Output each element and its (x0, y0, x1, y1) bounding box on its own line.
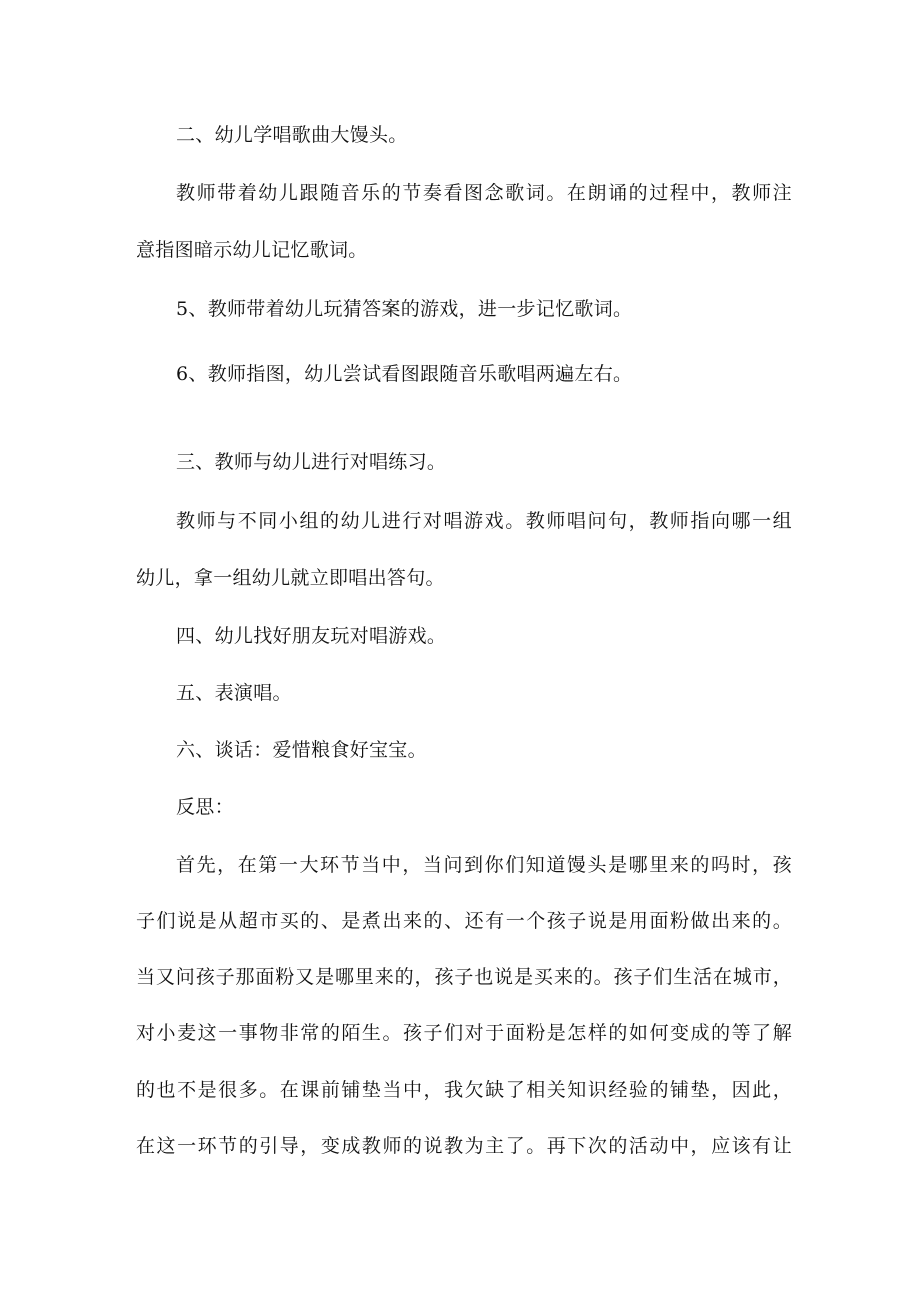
paragraph-line: 当又问孩子那面粉又是哪里来的，孩子也说是买来的。孩子们生活在城市， (136, 966, 792, 988)
reflection-heading: 反思： (176, 796, 234, 818)
section-heading-learn-song: 二、幼儿学唱歌曲大馒头。 (176, 124, 408, 146)
section-heading-duet-practice: 三、教师与幼儿进行对唱练习。 (176, 451, 447, 473)
step-item-5: 5、教师带着幼儿玩猜答案的游戏，进一步记忆歌词。 (176, 298, 633, 320)
paragraph-line: 意指图暗示幼儿记忆歌词。 (136, 239, 368, 261)
paragraph-line: 的也不是很多。在课前铺垫当中，我欠缺了相关知识经验的铺垫，因此， (136, 1079, 792, 1101)
paragraph-line: 子们说是从超市买的、是煮出来的、还有一个孩子说是用面粉做出来的。 (136, 910, 792, 932)
step-item-6: 6、教师指图，幼儿尝试看图跟随音乐歌唱两遍左右。 (176, 363, 633, 385)
section-heading-friends-game: 四、幼儿找好朋友玩对唱游戏。 (176, 625, 447, 647)
paragraph-line: 教师带着幼儿跟随音乐的节奏看图念歌词。在朗诵的过程中，教师注 (176, 182, 792, 204)
section-heading-performance: 五、表演唱。 (176, 682, 292, 704)
paragraph-line: 幼儿，拿一组幼儿就立即唱出答句。 (136, 567, 445, 589)
section-heading-talk: 六、谈话：爱惜粮食好宝宝。 (176, 739, 427, 761)
paragraph-line: 对小麦这一事物非常的陌生。孩子们对于面粉是怎样的如何变成的等了解 (136, 1022, 792, 1044)
paragraph-line: 首先，在第一大环节当中，当问到你们知道馒头是哪里来的吗时，孩 (176, 854, 792, 876)
paragraph-line: 教师与不同小组的幼儿进行对唱游戏。教师唱问句，教师指向哪一组 (176, 510, 792, 532)
paragraph-line: 在这一环节的引导，变成教师的说教为主了。再下次的活动中，应该有让 (136, 1135, 792, 1157)
